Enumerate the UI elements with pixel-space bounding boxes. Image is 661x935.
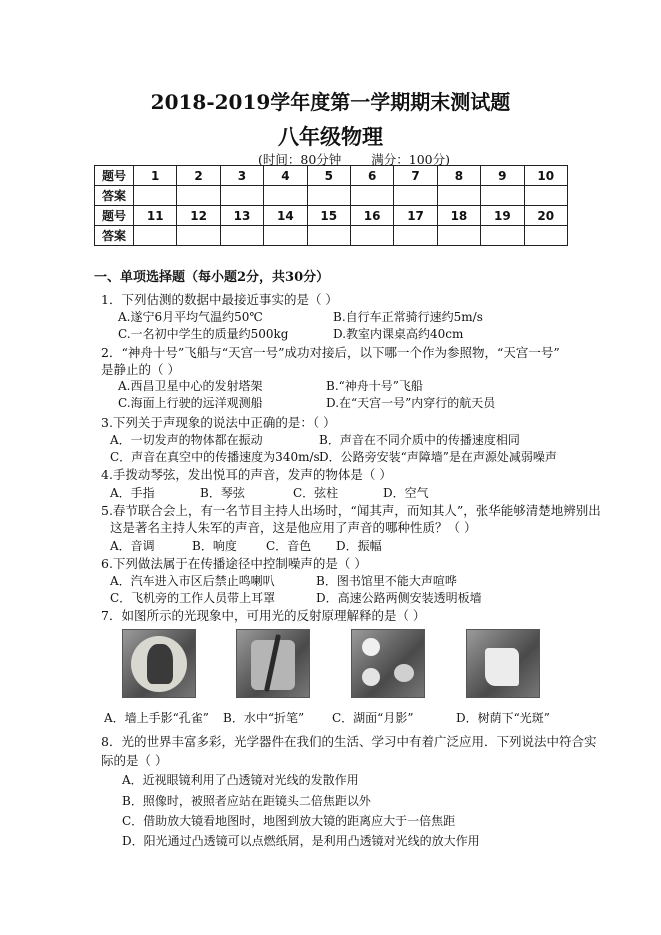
bent-pencil-photo <box>236 629 310 698</box>
option-c: C.一名初中学生的质量约500kg <box>118 327 289 341</box>
q-number-cell: 8 <box>437 166 480 186</box>
q-number-cell: 20 <box>524 206 567 226</box>
option-a: A．一切发声的物体都在振动 <box>110 433 263 447</box>
answer-cell[interactable] <box>307 186 350 206</box>
question-stem: 7．如图所示的光现象中，可用光的反射原理解释的是（ ） <box>101 608 426 623</box>
q-number-cell: 2 <box>177 166 220 186</box>
question-stem: 6.下列做法属于在传播途径中控制噪声的是（ ） <box>101 556 367 571</box>
question-stem: 8．光的世界丰富多彩，光学器件在我们的生活、学习中有着广泛应用．下列说法中符合实 <box>101 734 597 749</box>
q-number-cell: 14 <box>264 206 307 226</box>
answer-cell[interactable] <box>437 186 480 206</box>
answer-cell[interactable] <box>394 186 437 206</box>
answer-cell[interactable] <box>264 186 307 206</box>
option-c: C．借助放大镜看地图时，地图到放大镜的距离应大于一倍焦距 <box>122 814 456 828</box>
q-number-cell: 10 <box>524 166 567 186</box>
option-b: B．响度 <box>192 539 237 553</box>
option-a: A．近视眼镜利用了凸透镜对光线的发散作用 <box>122 773 359 787</box>
option-b: B．照像时，被照者应站在距镜头二倍焦距以外 <box>122 794 371 808</box>
option-b: B．琴弦 <box>200 486 245 500</box>
answer-cell[interactable] <box>481 186 524 206</box>
answer-cell[interactable] <box>437 226 480 246</box>
q-number-cell: 4 <box>264 166 307 186</box>
option-b-caption: B．水中“折笔” <box>223 711 305 725</box>
option-a: A.遂宁6月平均气温约50℃ <box>118 310 263 324</box>
answer-cell[interactable] <box>177 186 220 206</box>
answer-cell[interactable] <box>524 226 567 246</box>
question-number-row <box>95 206 568 226</box>
question-stem: 1．下列估测的数据中最接近事实的是（ ） <box>101 292 338 307</box>
question-stem-cont: 这是著名主持人朱军的声音，这是他应用了声音的哪种性质？（ ） <box>110 520 477 535</box>
q-number-cell: 12 <box>177 206 220 226</box>
option-d: D．高速公路两侧安装透明板墙 <box>316 591 482 605</box>
option-a-caption: A．墙上手影“孔雀” <box>104 711 209 725</box>
q-number-cell: 9 <box>481 166 524 186</box>
option-c: C．声音在真空中的传播速度为340m/s <box>110 450 320 464</box>
answer-cell[interactable] <box>307 226 350 246</box>
answer-cell[interactable] <box>134 186 177 206</box>
option-b: B.自行车正常骑行速约5m/s <box>333 310 483 324</box>
q-number-cell: 13 <box>220 206 263 226</box>
option-b: B.“神舟十号”飞船 <box>326 379 423 393</box>
row-label: 题号 <box>95 206 134 226</box>
q-number-cell: 3 <box>220 166 263 186</box>
answer-cell[interactable] <box>394 226 437 246</box>
option-c: C．飞机旁的工作人员带上耳罩 <box>110 591 276 605</box>
q-number-cell: 18 <box>437 206 480 226</box>
hand-shadow-photo <box>122 629 196 698</box>
question-stem: 4.手拨动琴弦，发出悦耳的声音，发声的物体是（ ） <box>101 467 392 482</box>
answer-cell[interactable] <box>177 226 220 246</box>
q-number-cell: 15 <box>307 206 350 226</box>
option-c-caption: C．湖面“月影” <box>332 711 414 725</box>
exam-time: (时间：80分钟 <box>258 152 342 167</box>
question-stem: 5.春节联合会上，有一名节目主持人出场时，“闻其声，而知其人”，张华能够清楚地辨别出 <box>101 503 601 518</box>
answer-cell[interactable] <box>220 226 263 246</box>
option-d: D．振幅 <box>336 539 382 553</box>
moon-reflection-photo <box>351 629 425 698</box>
option-d: D．公路旁安装“声障墙”是在声源处减弱噪声 <box>319 450 557 464</box>
answer-cell[interactable] <box>350 226 393 246</box>
q-number-cell: 6 <box>350 166 393 186</box>
answer-cell[interactable] <box>220 186 263 206</box>
question-stem-cont: 际的是（ ） <box>101 753 168 768</box>
question-stem: 3.下列关于声现象的说法中正确的是：（ ） <box>101 415 336 430</box>
question-stem: 2．“神舟十号”飞船与“天宫一号”成功对接后，以下哪一个作为参照物，“天宫一号” <box>101 345 560 360</box>
row-label: 答案 <box>95 186 134 206</box>
option-d: D．空气 <box>383 486 429 500</box>
option-b: B．声音在不同介质中的传播速度相同 <box>319 433 520 447</box>
question-stem-cont: 是静止的（ ） <box>101 362 180 377</box>
answer-cell[interactable] <box>264 226 307 246</box>
option-a: A．手指 <box>110 486 155 500</box>
answer-cell[interactable] <box>350 186 393 206</box>
q-number-cell: 11 <box>134 206 177 226</box>
q-number-cell: 17 <box>394 206 437 226</box>
option-b: B．图书馆里不能大声喧哗 <box>316 574 457 588</box>
section-heading: 一、单项选择题（每小题2分，共30分） <box>94 270 330 285</box>
option-d: D.教室内课桌高约40cm <box>333 327 464 341</box>
q-number-cell: 5 <box>307 166 350 186</box>
q-number-cell: 19 <box>481 206 524 226</box>
row-label: 答案 <box>95 226 134 246</box>
option-d: D．阳光通过凸透镜可以点燃纸屑，是利用凸透镜对光线的放大作用 <box>122 834 480 848</box>
option-d-caption: D．树荫下“光斑” <box>456 711 550 725</box>
exam-score: 满分：100分) <box>371 152 451 167</box>
exam-subtitle: 八年级物理 <box>278 124 383 149</box>
answer-cell[interactable] <box>481 226 524 246</box>
option-a: A．汽车进入市区后禁止鸣喇叭 <box>110 574 275 588</box>
q-number-cell: 16 <box>350 206 393 226</box>
option-c: C．弦柱 <box>293 486 339 500</box>
q-number-cell: 7 <box>394 166 437 186</box>
tree-light-spot-photo <box>466 629 540 698</box>
option-d: D.在“天宫一号”内穿行的航天员 <box>326 396 496 410</box>
answer-cell[interactable] <box>134 226 177 246</box>
question-number-row <box>95 166 568 186</box>
q-number-cell: 1 <box>134 166 177 186</box>
answer-row <box>95 186 568 206</box>
answer-cell[interactable] <box>524 186 567 206</box>
option-c: C.海面上行驶的远洋观测船 <box>118 396 263 410</box>
option-a: A.西昌卫星中心的发射塔架 <box>118 379 263 393</box>
option-c: C．音色 <box>266 539 312 553</box>
answer-row <box>95 226 568 246</box>
answer-table <box>94 165 568 246</box>
row-label: 题号 <box>95 166 134 186</box>
option-a: A．音调 <box>110 539 155 553</box>
exam-title: 2018-2019学年度第一学期期末测试题 <box>150 90 511 114</box>
